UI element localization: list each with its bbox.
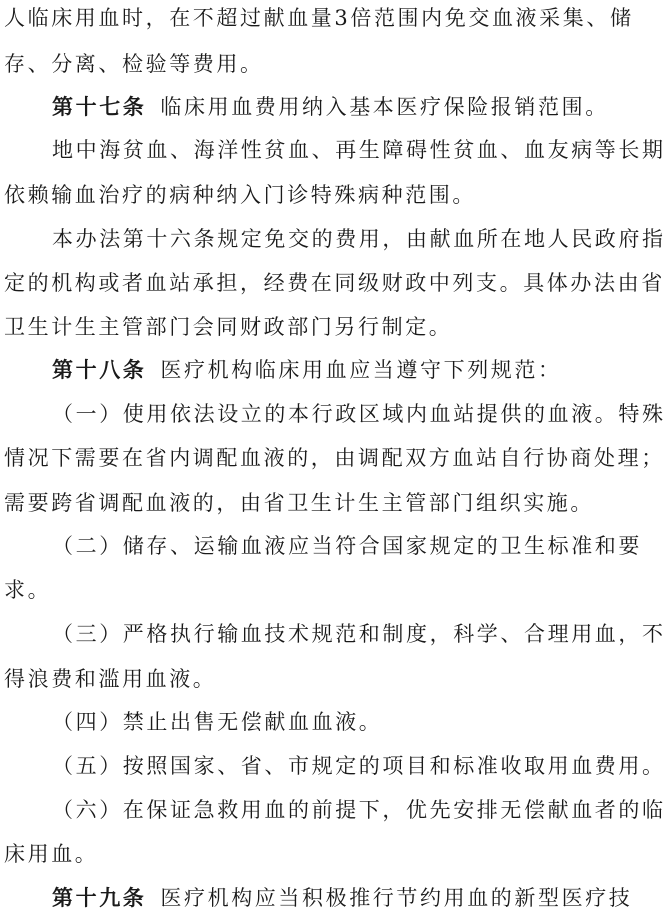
list-item-6: （六）在保证急救用血的前提下，优先安排无偿献血者的临 (52, 798, 666, 822)
list-item-2: （二）储存、运输血液应当符合国家规定的卫生标准和要 (52, 534, 642, 558)
text-line: 本办法第十六条规定免交的费用，由献血所在地人民政府指 (52, 227, 666, 251)
article-label: 第十七条 (52, 94, 147, 119)
text-line: 卫生计生主管部门会同财政部门另行制定。 (4, 315, 453, 339)
text-line: 地中海贫血、海洋性贫血、再生障碍性贫血、血友病等长期 (52, 138, 666, 162)
article-17 (52, 93, 609, 121)
text-line: 需要跨省调配血液的，由省卫生计生主管部门组织实施。 (4, 491, 594, 515)
article-text: 医疗机构应当积极推行节约用血的新型医疗技 (160, 886, 633, 910)
text-line: 情况下需要在省内调配血液的，由调配双方血站自行协商处理； (4, 446, 665, 470)
list-item-3: （三）严格执行输血技术规范和制度，科学、合理用血，不 (52, 622, 666, 646)
list-item-1: （一）使用依法设立的本行政区域内血站提供的血液。特殊 (52, 402, 666, 426)
list-item-4: （四）禁止出售无偿献血血液。 (52, 710, 383, 734)
article-text: 医疗机构临床用血应当遵守下列规范： (160, 358, 562, 382)
article-19 (52, 884, 633, 912)
text-line: 求。 (4, 578, 52, 602)
text-line: 床用血。 (4, 842, 99, 866)
text-line: 人临床用血时，在不超过献血量3倍范围内免交血液采集、储 (4, 6, 634, 30)
article-label: 第十九条 (52, 885, 147, 910)
text-line: 依赖输血治疗的病种纳入门诊特殊病种范围。 (4, 183, 476, 207)
list-item-5: （五）按照国家、省、市规定的项目和标准收取用血费用。 (52, 754, 666, 778)
text-line: 定的机构或者血站承担，经费在同级财政中列支。具体办法由省 (4, 271, 665, 295)
article-label: 第十八条 (52, 357, 147, 382)
text-line: 存、分离、检验等费用。 (4, 52, 264, 76)
text-line: 得浪费和滥用血液。 (4, 667, 217, 691)
article-18 (52, 356, 594, 384)
article-text: 临床用血费用纳入基本医疗保险报销范围。 (160, 95, 609, 119)
